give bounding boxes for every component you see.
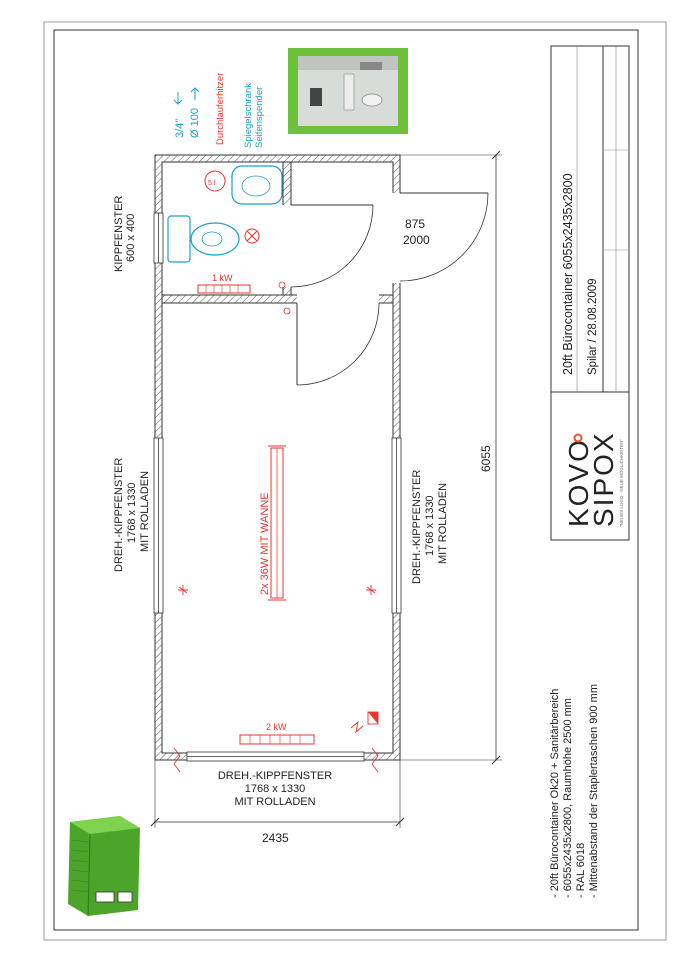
toilet-bowl: [191, 223, 239, 255]
drawing-title: 20ft Bürocontainer 6055x2435x2800: [561, 173, 575, 375]
window-right-line-3: MIT ROLLADEN: [437, 482, 449, 564]
spec-line-4: - Mittenabstand der Staplertaschen 900 mm: [588, 683, 600, 898]
photo-sanitary: [288, 48, 408, 134]
boiler-label: Durchlauferhitzer: [215, 72, 226, 145]
heater-2kw: [240, 735, 314, 744]
dim-length: 6055: [479, 445, 493, 472]
window-left-line-2: 1768 x 1330: [126, 482, 138, 543]
logo-sipox: SIPOX: [588, 431, 619, 527]
socket-office-door: [284, 308, 290, 314]
company-logo: [563, 431, 624, 527]
spec-line-3: - RAL 6018: [575, 842, 587, 898]
logo-tagline: "NEUES LOGO · NEUE MÖGLICHKEITEN": [619, 439, 624, 527]
author-date: Spilar / 28.08.2009: [587, 278, 599, 375]
window-left-line-1: DREH.-KIPPFENSTER: [113, 457, 125, 572]
window-bottom-line-3: MIT ROLLADEN: [234, 796, 316, 808]
water-arrow-icon: [174, 92, 182, 104]
spec-line-1: - 20ft Bürocontainer Ok20 + Sanitärbereich: [549, 688, 561, 898]
utility-labels: [174, 73, 265, 148]
spec-line-2: - 6055x2435x2800, Raumhöhe 2500 mm: [562, 698, 574, 898]
window-right-line-1: DREH.-KIPPFENSTER: [411, 469, 423, 584]
heater-1kw-label: 1 kW: [212, 273, 233, 283]
logo-kovo: KOVO: [563, 438, 594, 527]
light-label: 2x 36W MIT WANNE: [259, 492, 271, 595]
boiler-code: 5 l: [208, 180, 216, 187]
soap-dispenser-label: Seifenspender: [254, 86, 265, 148]
window-top-left-line-1: KIPPFENSTER: [113, 195, 125, 272]
window-bottom-line-2: 1768 x 1330: [244, 783, 306, 795]
dimensions: [151, 151, 502, 845]
pipe-drain-label: Ø 100: [189, 108, 201, 138]
heater-2kw-label: 2 kW: [266, 722, 287, 732]
washbasin: [232, 166, 282, 204]
drain-arrow-icon: [191, 88, 199, 100]
window-top-left-line-2: 600 x 400: [125, 213, 137, 262]
window-bottom-line-1: DREH.-KIPPFENSTER: [217, 770, 333, 782]
door-size-width: 875: [405, 217, 426, 231]
doors: [282, 193, 488, 385]
door-size-height: 2000: [403, 233, 430, 247]
mirror-cabinet-label: Spiegelschrank: [243, 83, 254, 148]
ceiling-light: [259, 446, 286, 600]
pipe-water-label: 3/4": [174, 118, 186, 138]
toilet-tank: [168, 216, 190, 262]
window-right-line-2: 1768 x 1330: [424, 495, 436, 556]
window-left-line-3: MIT ROLLADEN: [139, 470, 151, 552]
dim-width: 2435: [262, 831, 289, 845]
photo-container: [62, 813, 144, 917]
spec-list: [549, 684, 600, 898]
